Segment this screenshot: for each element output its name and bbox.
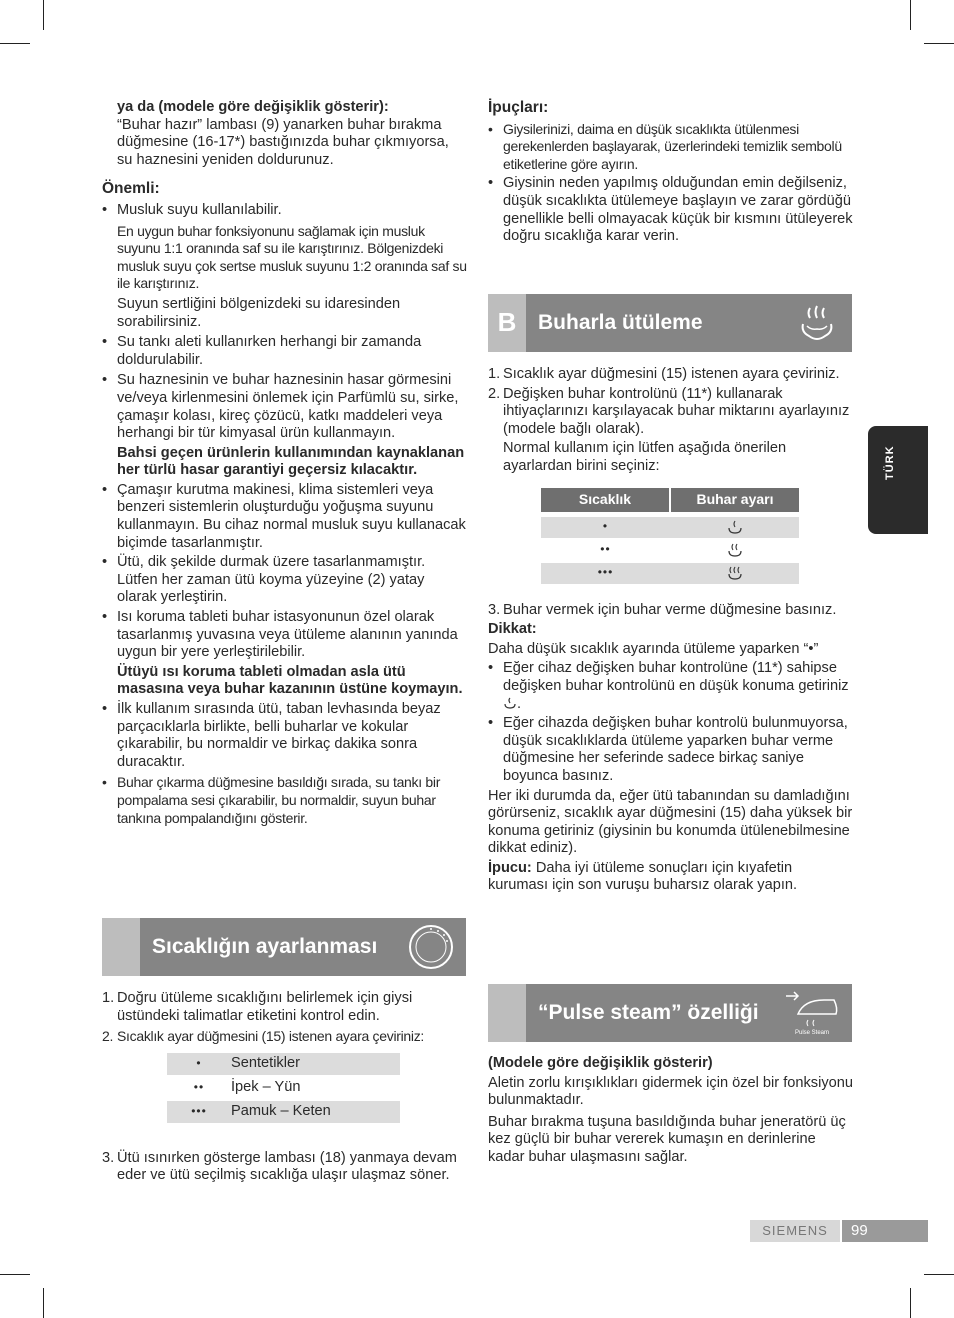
step-text: Değişken buhar kontrolünü (11*) kullanarak ihtiyaçlarınızı karşılayacak buhar miktarını ayarlayınız (modele bağlı olarak).: [503, 385, 850, 437]
section-header-steam-ironing: [488, 294, 852, 352]
left-column: [102, 99, 468, 827]
crop-mark: [43, 1288, 44, 1318]
temp-dots: ••: [193, 1079, 205, 1094]
table-row: [541, 517, 799, 538]
list-item-text: Eğer cihaz değişken buhar kontrolüne (11*) sahipse değişken buhar kontrolünü en düşük konuma getiriniz: [503, 660, 849, 694]
step-text: Ütü ısınırken gösterge lambası (18) yanmaya devam eder ve ütü seçilmiş sıcaklığa ulaşır ulaşmaz söner.: [117, 1149, 457, 1184]
table-row: [541, 540, 799, 561]
list-item: • Isı koruma tableti buhar istasyonunun özel olarak tasarlanmış yuvasına veya ütüleme alanının yanında uygun bir yere yerleştirilebilir.: [102, 609, 468, 662]
steam-steps: [488, 366, 854, 895]
table-row: [167, 1053, 400, 1075]
warning-text: Ütüyü ısı koruma tableti olmadan asla ütü masasına veya buhar kazanının üstüne koymayın.: [117, 663, 463, 698]
list-item: • Çamaşır kurutma makinesi, klima sistemleri veya benzeri sistemlerin oluşturduğu yoğuşma suyunu kullanmayın. Bu cihaz normal musluk suyu kullanacak biçimde tasarlanmıştır.: [102, 482, 468, 552]
pulse-note: (Modele göre değişiklik gösterir): [488, 1055, 713, 1071]
step-number: 3.: [102, 1149, 115, 1166]
onemli-heading: Önemli:: [102, 180, 160, 198]
dikkat-text: Daha düşük sıcaklık ayarında ütüleme yaparken “•”: [488, 640, 819, 657]
pulse-steam-iron-icon: [772, 984, 852, 1042]
body-text: Her iki durumda da, eğer ütü tabanından su damladığını görürseniz, sıcaklık ayar düğmesini (15) daha yüksek bir konuma getiriniz (giysinin bu konumda ütülenebilmesine dikkat ediniz).: [488, 787, 853, 857]
intro-heading: ya da (modele göre değişiklik gösterir):: [117, 99, 389, 115]
ipuclari-heading: İpuçları:: [488, 99, 549, 116]
list-item-text: En uygun buhar fonksiyonunu sağlamak için musluk suyunu 1:1 oranında saf su ile karıştırınız. Bölgenizdeki musluk suyu çok sertse musluk suyunu 1:2 oranında saf su ile karıştırınız.: [117, 222, 467, 292]
step-number: 2.: [488, 385, 501, 402]
table-row: [541, 563, 799, 584]
temp-dots: ••: [600, 542, 611, 557]
section-header-temperature: [102, 918, 466, 976]
steam-icon: [782, 294, 852, 352]
steam-level-icon: [670, 542, 799, 558]
list-item: • Ütü, dik şekilde durmak üzere tasarlanmamıştır. Lütfen her zaman ütü koyma yüzeyine (2) yatay olarak yerleştirin.: [102, 554, 468, 607]
fabric-label: Pamuk – Keten: [231, 1102, 331, 1119]
step-number: 3.: [488, 601, 501, 618]
intro-text: “Buhar hazır” lambası (9) yanarken buhar bırakma düğmesine (16-17*) bastığınızda buhar çıkmıyorsa, su haznesini yeniden doldurunuz.: [117, 116, 449, 168]
crop-mark: [0, 1274, 30, 1275]
step-text: Doğru ütüleme sıcaklığını belirlemek için giysi üstündeki talimatlar etiketini kontrol edin.: [117, 990, 413, 1024]
body-text: Buhar bırakma tuşuna basıldığında buhar jeneratörü üç kez güçlü bir buhar vererek kumaşın en derinlerine kadar buhar ulaşmasını sağlar.: [488, 1113, 846, 1165]
warning-text: Bahsi geçen ürünlerin kullanımından kaynaklanan her türlü hasar garantiyi geçersiz kılacaktır.: [117, 444, 465, 479]
list-item: • Su haznesinin ve buhar haznesinin hasar görmesini ve/veya kirlenmesini önlemek için Parfümlü su, sirke, çamaşır kolası, kireç çözücü, katkı maddeleri veya herhangi bir tür kimyasal ürün kullanmayın.: [102, 372, 468, 442]
pulse-steam-label: Pulse Steam: [794, 1030, 830, 1036]
section-tab: [102, 918, 140, 976]
page-footer: [750, 1220, 928, 1242]
section-title: Buharla ütüleme: [538, 311, 703, 334]
steam-settings-table: [541, 488, 799, 584]
page-number: 99: [842, 1220, 928, 1242]
step-text: Buhar vermek için buhar verme düğmesine basınız.: [503, 601, 837, 618]
fabric-label: Sentetikler: [231, 1054, 300, 1071]
step-item: [102, 990, 468, 1025]
table-header-cell: Sıcaklık: [541, 488, 671, 512]
tip-body: Daha iyi ütüleme sonuçları için kıyafetin kuruması için son vuruşu buharsız olarak yapın.: [488, 859, 798, 894]
list-item: • Buhar çıkarma düğmesine basıldığı sırada, su tankı bir pompalama sesi çıkarabilir, bu normaldir, suyun buhar tankına pompalandığını gösterir.: [102, 774, 468, 827]
crop-mark: [0, 43, 30, 44]
list-item-text: Suyun sertliğini bölgenizdeki su idaresinden sorabilirsiniz.: [117, 295, 401, 330]
steam-level-icon: [670, 565, 799, 581]
table-header-cell: Buhar ayarı: [696, 490, 774, 507]
crop-mark: [910, 1288, 911, 1318]
step-text: Normal kullanım için lütfen aşağıda önerilen ayarlardan birini seçiniz:: [503, 440, 787, 474]
list-item: • Eğer cihazda değişken buhar kontrolü bulunmuyorsa, düşük sıcaklıklarda ütüleme yaparken buhar verme düğmesine her seferinde sadece birkaç saniye boyunca basınız.: [488, 715, 854, 785]
crop-mark: [924, 1274, 954, 1275]
step-item: [102, 1150, 468, 1185]
step-number: 1.: [488, 366, 501, 382]
list-item: • Eğer cihaz değişken buhar kontrolüne (11*) sahipse değişken buhar kontrolünü en düşük konuma getiriniz .: [488, 660, 854, 713]
crop-mark: [43, 0, 44, 30]
dikkat-heading: Dikkat:: [488, 621, 537, 638]
temp-dots: •••: [597, 565, 614, 580]
temp-dots: •: [196, 1055, 202, 1070]
section-title: Sıcaklığın ayarlanması: [152, 935, 378, 958]
fabric-label: İpek – Yün: [231, 1078, 301, 1095]
step-item: [488, 366, 854, 384]
right-column: [488, 99, 854, 246]
crop-mark: [910, 0, 911, 30]
section-header-pulse-steam: [488, 984, 852, 1042]
step-item: [488, 386, 854, 439]
language-tab-label: TÜRK: [884, 445, 896, 480]
temperature-dial-icon: [396, 918, 466, 976]
step-text: Sıcaklık ayar düğmesini (15) istenen ayara çeviriniz.: [503, 366, 840, 382]
temp-dots: •: [602, 519, 609, 534]
step-text: Sıcaklık ayar düğmesini (15) istenen ayara çeviriniz:: [117, 1028, 425, 1045]
brand-label: SIEMENS: [750, 1220, 840, 1242]
step-number: 1.: [102, 990, 115, 1006]
steam-level-icon: [670, 519, 799, 535]
tip-text: [488, 860, 854, 895]
temperature-table: [167, 1053, 400, 1123]
temperature-steps: [102, 990, 468, 1185]
step-item: [488, 602, 854, 620]
steam-small-icon: [503, 697, 517, 709]
list-item: • Giysinin neden yapılmış olduğundan emin değilseniz, düşük sıcaklıkta ütülemeye başlayın ve zarar gördüğü genellikle belli olmayacak küçük bir kısmını ütüleyerek doğru sıcaklığa karar verin.: [488, 175, 854, 245]
section-title: “Pulse steam” özelliği: [538, 1001, 759, 1024]
list-item: • İlk kullanım sırasında ütü, taban levhasında beyaz parçacıklarla birlikte, belli buharlar ve kokular çıkarabilir, bu normaldir ve birkaç dakika sonra duracaktır.: [102, 701, 468, 771]
step-item: [102, 1028, 468, 1046]
list-item: • Su tankı aleti kullanırken herhangi bir zamanda doldurulabilir.: [102, 334, 468, 369]
pulse-steam-text: [488, 1055, 854, 1167]
list-item: • Musluk suyu kullanılabilir.: [102, 202, 468, 220]
temp-dots: •••: [191, 1103, 207, 1118]
section-tab: [488, 984, 526, 1042]
crop-mark: [924, 43, 954, 44]
table-row: [167, 1101, 400, 1123]
language-tab: [868, 426, 928, 534]
table-row: [167, 1077, 400, 1099]
step-number: 2.: [102, 1028, 114, 1045]
tip-label: İpucu:: [488, 859, 532, 876]
body-text: Aletin zorlu kırışıklıkları gidermek için özel bir fonksiyonu bulunmaktadır.: [488, 1074, 853, 1109]
list-item: • Giysilerinizi, daima en düşük sıcaklıkta ütülenmesi gerekenlerden başlayarak, üzerlerindeki temizlik sembolü etiketlerine göre ayırın.: [488, 121, 854, 174]
section-letter: B: [488, 294, 526, 352]
